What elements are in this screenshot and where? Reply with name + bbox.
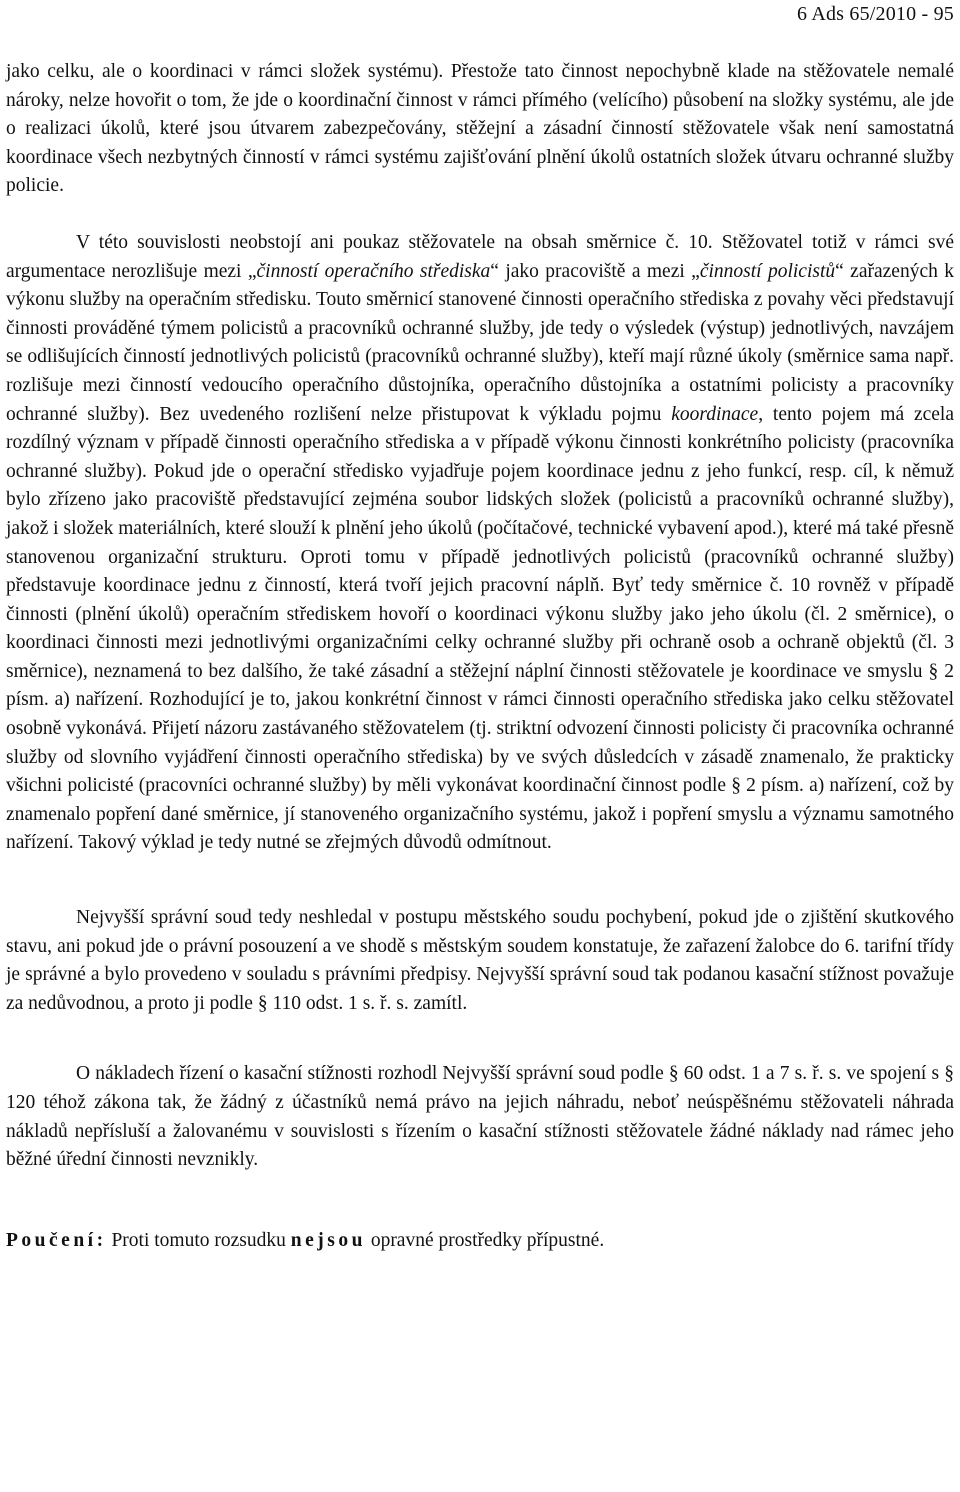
instruction-emphasis: nejsou [290, 1229, 366, 1251]
paragraph-gap [6, 1018, 954, 1060]
text-segment: V této souvislosti neobstojí ani poukaz stěžovatele na obsah směrnice č. 10. Stěžovatel totiž v rámci své argumentace nerozlišuje mezi „ [6, 231, 954, 282]
paragraph-conclusion: Nejvyšší správní soud tedy neshledal v postupu městského soudu pochybení, pokud jde o zjištění skutkového stavu, ani pokud jde o právní posouzení a ve shodě s městským soudem konstatuje, že zařazení žalobce do 6. tarifní třídy je správné a bylo provedeno v souladu s právními předpisy. Nejvyšší správní soud tak podanou kasační stížnost považuje za nedůvodnou, a proto ji podle § 110 odst. 1 s. ř. s. zamítl. [6, 907, 954, 1014]
text-segment: , tento pojem má zcela rozdílný význam v případě činnosti operačního střediska a v případě výkonu činnosti konkrétního policisty (pracovníka ochranné služby). Pokud jde o operační středisko vyjadřuje pojem koordinace jednu z jeho funkcí, resp. cíl, k němuž bylo zřízeno jako pracoviště představující zejména soubor lidských složek (policistů a pracovníků ochranné služby), jakož i složek materiálních, které slouží k plnění jeho úkolů (počítačové, technické vybavení apod.), které má také přesně stanovenou organizační strukturu. Oproti tomu v případě jednotlivých policistů (pracovníků ochranné služby) představuje koordinace jednu z činností, která tvoří jejich pracovní náplň. Byť tedy směrnice č. 10 rovněž v případě činnosti (plnění úkolů) operačním střediskem hovoří o koordinaci výkonu služby jako jeho úkolu (čl. 2 směrnice), o koordinaci činnosti mezi jednotlivými organizačními celky ochranné služby při ochraně osob a ochraně objektů (čl. 3 směrnice), neznamená to bez dalšího, že také zásadní a stěžejní náplní činnosti stěžovatele je koordinace ve smyslu § 2 písm. a) nařízení. Rozhodující je to, jakou konkrétní činnost v rámci činnosti operačního střediska jako celku stěžovatel osobně vykonává. Přijetí názoru zastávaného stěžovatelem (tj. striktní odvození činnosti policisty či pracovníka ochranné služby od slovního vyjádření činnosti operačního střediska) by ve svých důsledcích v zásadě znamenalo, že prakticky všichni policisté (pracovníci ochranné služby) by měli vykonávat koordinační činnost podle § 2 písm. a) nařízení, což by znamenalo popření dané směrnice, jí stanoveného organizačního systému, jakož i popření smyslu a významu samotného nařízení. Takový výklad je tedy nutné se zřejmých důvodů odmítnout. [6, 403, 954, 854]
paragraph-continuation: jako celku, ale o koordinaci v rámci složek systému). Přestože tato činnost nepochybně klade na stěžovatele nemalé nároky, nelze hovořit o tom, že jde o koordinační činnost v rámci přímého (velícího) působení na složky systému, ale jde o realizaci úkolů, které jsou útvarem zabezpečovány, stěžejní a zásadní činností stěžovatele však není samostatná koordinace všech nezbytných činností v rámci systému zajišťování plnění úkolů ostatních složek útvaru ochranné služby policie. [6, 61, 954, 197]
instruction-label: Poučení: [6, 1229, 107, 1251]
paragraph-directive-10 [6, 229, 954, 858]
text-segment: “ zařazených k výkonu služby na operačním středisku. Touto směrnicí stanovené činnosti operačního střediska z povahy věci představují činnosti prováděné týmem policistů a pracovníků ochranné služby, jde tedy o výsledek (výstup) jednotlivých, navzájem se odlišujících činností jednotlivých policistů (pracovníků ochranné služby), kteří mají různé úkoly (směrnice sama např. rozlišuje mezi činností vedoucího operačního důstojníka, operačního důstojníka a ostatními policisty a pracovníky ochranné služby). Bez uvedeného rozlišení nelze přistupovat k výkladu pojmu [6, 260, 954, 425]
italic-term-operations-center: činností operačního střediska [256, 260, 491, 282]
text-segment: “ jako pracoviště a mezi „ [490, 260, 700, 282]
legal-instruction [6, 1227, 954, 1255]
italic-term-police-activity: činností policistů [699, 260, 836, 282]
document-body [6, 58, 954, 1255]
paragraph-gap [6, 201, 954, 229]
instruction-text: Proti tomuto rozsudku [111, 1229, 286, 1251]
paragraph-costs: O nákladech řízení o kasační stížnosti rozhodl Nejvyšší správní soud podle § 60 odst. 1 a 7 s. ř. s. ve spojení s § 120 téhož zákona tak, že žádný z účastníků nemá právo na jejich náhradu, neboť neúspěšnému stěžovateli náhrada nákladů nepřísluší a žalovanému v souvislosti s řízením o kasační stížnosti stěžovatele žádné náklady nad rámec jeho běžné úřední činnosti nevznikly. [6, 1063, 954, 1171]
italic-term-coordination: koordinace [671, 403, 759, 425]
paragraph-gap [6, 858, 954, 904]
instruction-text: opravné prostředky přípustné. [370, 1229, 605, 1251]
page-header-case-number: 6 Ads 65/2010 - 95 [797, 3, 954, 25]
paragraph-gap [6, 1175, 954, 1227]
